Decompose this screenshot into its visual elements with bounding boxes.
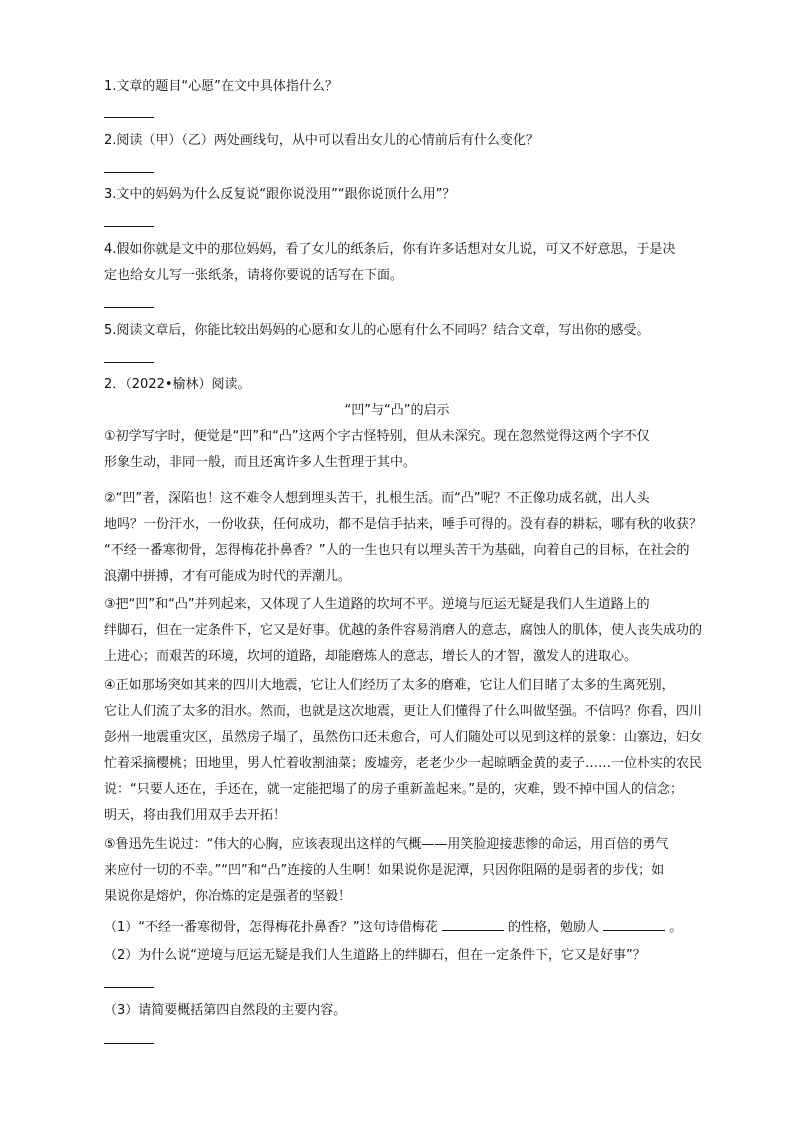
- paragraph-2-line-1: ②“凹”者，深陷也！这不难令人想到埋头苦干，扎根生活。而“凸”呢？不正像功成名就，出人头: [104, 491, 650, 506]
- paragraph-4-line-6: 明天，将由我们用双手去开拓！: [104, 808, 287, 823]
- answer-blank-4: [104, 307, 154, 308]
- question-4-line-1: 4.假如你就是文中的那位妈妈，看了女儿的纸条后，你有许多话想对女儿说，可又不好意思，于是决: [104, 242, 676, 257]
- answer-blank-sub-2: [104, 987, 154, 988]
- paragraph-3-line-2: 绊脚石，但在一定条件下，它又是好事。优越的条件容易消磨人的意志，腐蚀人的肌体，使人丧失成功的: [104, 623, 703, 638]
- sub-question-1-part-b: 的性格，勉励人: [508, 920, 600, 935]
- answer-blank-2: [104, 172, 154, 173]
- paragraph-2-line-4: 浪潮中拼搏，才有可能成为时代的弄潮儿。: [104, 569, 352, 584]
- answer-blank-1: [104, 117, 154, 118]
- sub-question-3: （3）请简要概括第四自然段的主要内容。: [104, 1003, 347, 1018]
- sub-question-1-part-a: （1）“不经一番寒彻骨，怎得梅花扑鼻香？”这句诗借梅花: [104, 920, 438, 935]
- answer-blank-3: [104, 226, 154, 227]
- paragraph-4-line-1: ④正如那场突如其来的四川大地震，它让人们经历了太多的磨难，它让人们目睹了太多的生离死别，: [104, 678, 675, 693]
- paragraph-5-line-2: 来应付一切的不幸。”“凹”和“凸”连接的人生啊！如果说你是泥潭，只因你阻隔的是弱者的步伐；如: [104, 863, 665, 878]
- question-3: 3.文中的妈妈为什么反复说“跟你说没用”“跟你说顶什么用”？: [104, 187, 456, 202]
- paragraph-4-line-4: 忙着采摘樱桃；田地里，男人忙着收割油菜；废墟旁，老老少少一起晾晒金黄的麦子……一位朴实的农民: [104, 756, 703, 771]
- paragraph-3-line-3: 上进心；而艰苦的环境，坎坷的道路，却能磨炼人的意志，增长人的才智，激发人的进取心。: [104, 649, 638, 664]
- paragraph-1-line-1: ①初学写字时，便觉是“凹”和“凸”这两个字古怪特别，但从未深究。现在忽然觉得这两个字不仅: [104, 429, 650, 444]
- fill-blank-2[interactable]: [603, 919, 665, 931]
- sub-question-2: （2）为什么说“逆境与厄运无疑是我们人生道路上的绊脚石，但在一定条件下，它又是好事”？: [104, 948, 646, 963]
- question-5: 5.阅读文章后，你能比较出妈妈的心愿和女儿的心愿有什么不同吗？结合文章，写出你的感受。: [104, 323, 650, 338]
- paragraph-5-line-1: ⑤鲁迅先生说过：“伟大的心胸，应该表现出这样的气概——用笑脸迎接悲惨的命运，用百倍的勇气: [104, 837, 669, 852]
- paragraph-2-line-2: 地吗？一份汗水，一份收获，任何成功，都不是信手拈来，唾手可得的。没有春的耕耘，哪有秋的收获？: [104, 517, 703, 532]
- paragraph-4-line-5: 说：“只要人还在，手还在，就一定能把塌了的房子重新盖起来。”是的，灾难，毁不掉中国人的信念；: [104, 782, 683, 797]
- paragraph-1-line-2: 形象生动，非同一般，而且还寓许多人生哲理于其中。: [104, 455, 417, 470]
- question-1: 1.文章的题目“心愿”在文中具体指什么？: [104, 79, 338, 94]
- sub-question-1-part-c: 。: [669, 920, 683, 935]
- paragraph-2-line-3: “不经一番寒彻骨，怎得梅花扑鼻香？”人的一生也只有以埋头苦干为基础，向着自己的目标，在社会的: [104, 543, 690, 558]
- answer-blank-sub-3: [104, 1043, 154, 1044]
- article-title: “凹”与“凸”的启示: [344, 403, 450, 418]
- question-2: 2.阅读（甲）（乙）两处画线句，从中可以看出女儿的心情前后有什么变化？: [104, 133, 539, 148]
- paragraph-5-line-3: 果说你是熔炉，你冶炼的定是强者的坚毅！: [104, 889, 352, 904]
- paragraph-3-line-1: ③把“凹”和“凸”并列起来，又体现了人生道路的坎坷不平。逆境与厄运无疑是我们人生道路上的: [104, 597, 650, 612]
- question-4-line-2: 定也给女儿写一张纸条，请将你要说的话写在下面。: [104, 268, 404, 283]
- section-2-heading: 2．（2022•榆林）阅读。: [104, 377, 251, 392]
- answer-blank-5: [104, 362, 154, 363]
- sub-question-1: [104, 919, 704, 936]
- paragraph-4-line-3: 彭州一地震重灾区，虽然房子塌了，虽然伤口还未愈合，可人们随处可以见到这样的景象：山寨边，妇女: [104, 730, 703, 745]
- paragraph-4-line-2: 它让人们流了太多的泪水。然而，也就是这次地震，更让人们懂得了什么叫做坚强。不信吗？你看，四川: [104, 704, 703, 719]
- fill-blank-1[interactable]: [442, 919, 504, 931]
